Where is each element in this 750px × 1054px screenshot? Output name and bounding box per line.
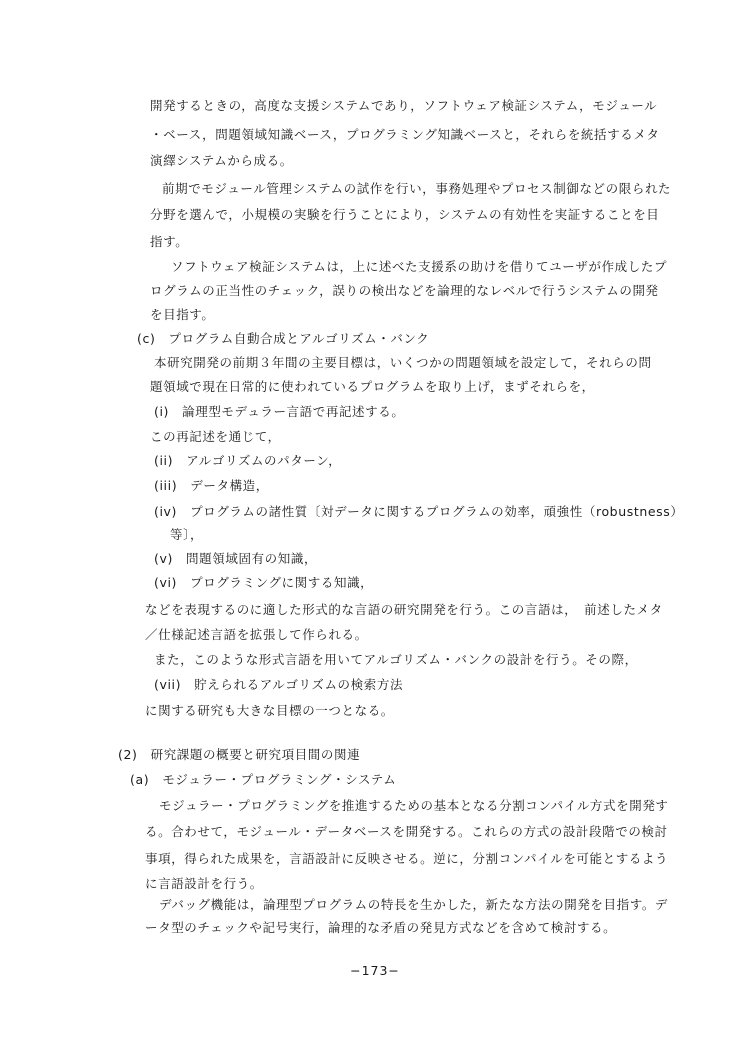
sec2a-para1-line-1: モジュラー・プログラミングを推進するための基本となる分割コンパイル方式を開発す	[159, 798, 669, 813]
list-item-i: (i) 論理型モデュラー言語で再記述する。	[154, 404, 405, 419]
list-item-iv-cont: 等〕，	[170, 527, 204, 542]
intro-line-2: ・ベース，問題領域知識ベース，プログラミング知識ベースと，それらを統括するメタ	[150, 127, 660, 142]
para-early-line-2: 分野を選んで，小規模の実験を行うことにより，システムの有効性を実証することを目	[150, 207, 660, 222]
intro-line-3: 演繹システムから成る。	[150, 153, 293, 168]
through-line: この再記述を通じて，	[150, 429, 281, 444]
para-verify-line-2: ログラムの正当性のチェック，誤りの検出などを論理的なレベルで行うシステムの開発	[150, 283, 659, 298]
para-early-line-3: 指す。	[150, 234, 189, 249]
para-verify-line-1: ソフトウェア検証システムは，上に述べた支援系の助けを借りてユーザが作成したプ	[171, 259, 668, 274]
sec2a-para2-line-1: デバッグ機能は，論理型プログラムの特長を生かした，新たな方法の開発を目指す。デ	[159, 897, 669, 912]
para-lang-line-1: などを表現するのに適した形式的な言語の研究開発を行う。この言語は， 前述したメタ	[145, 602, 663, 617]
list-item-ii: (ii) アルゴリズムのパターン，	[154, 453, 342, 468]
para-early-line-1: 前期でモジュール管理システムの試作を行い，事務処理やプロセス制御などの限られた	[162, 181, 672, 196]
para-goal-line: に関する研究も大きな目標の一つとなる。	[145, 703, 394, 718]
section-2a-heading: (a) モジュラー・プログラミング・システム	[130, 772, 397, 787]
list-item-vi: (vi) プログラミングに関する知識，	[154, 575, 374, 590]
para-verify-line-3: を目指す。	[150, 307, 215, 322]
sec2a-para1-line-2: る。合わせて，モジュール・データベースを開発する。これらの方式の設計段階での検討	[145, 824, 668, 839]
list-item-vii: (vii) 貯えられるアルゴリズムの検索方法	[154, 677, 404, 692]
section-c-heading: (c) プログラム自動合成とアルゴリズム・バンク	[137, 331, 430, 346]
list-item-v: (v) 問題領域固有の知識，	[154, 551, 318, 566]
sec2a-para2-line-2: ータ型のチェックや記号実行，論理的な矛盾の発見方式などを含めて検討する。	[145, 920, 617, 935]
intro-line-1: 開発するときの，高度な支援システムであり，ソフトウェア検証システム，モジュール	[150, 98, 658, 113]
sec2a-para1-line-3: 事項，得られた成果を，言語設計に反映させる。逆に，分割コンパイルを可能とするよう	[145, 851, 669, 866]
list-item-iii: (iii) データ構造，	[154, 478, 269, 493]
section-2-heading: (2) 研究課題の概要と研究項目間の関連	[118, 747, 361, 762]
section-c-para-line-1: 本研究開発の前期３年間の主要目標は，いくつかの問題領域を設定して，それらの問	[154, 355, 652, 370]
section-c-para-line-2: 題領域で現在日常的に使われているプログラムを取り上げ，まずそれらを，	[150, 379, 595, 394]
para-also-line: また，このような形式言語を用いてアルゴリズム・バンクの設計を行う。その際，	[154, 652, 638, 667]
list-item-iv: (iv) プログラムの諸性質〔対データに関するプログラムの効率，頑強性（robustness）	[154, 504, 684, 519]
sec2a-para1-line-4: に言語設計を行う。	[145, 876, 263, 891]
para-lang-line-2: ／仕様記述言語を拡張して作られる。	[145, 627, 368, 642]
page-number: −173−	[350, 963, 400, 978]
